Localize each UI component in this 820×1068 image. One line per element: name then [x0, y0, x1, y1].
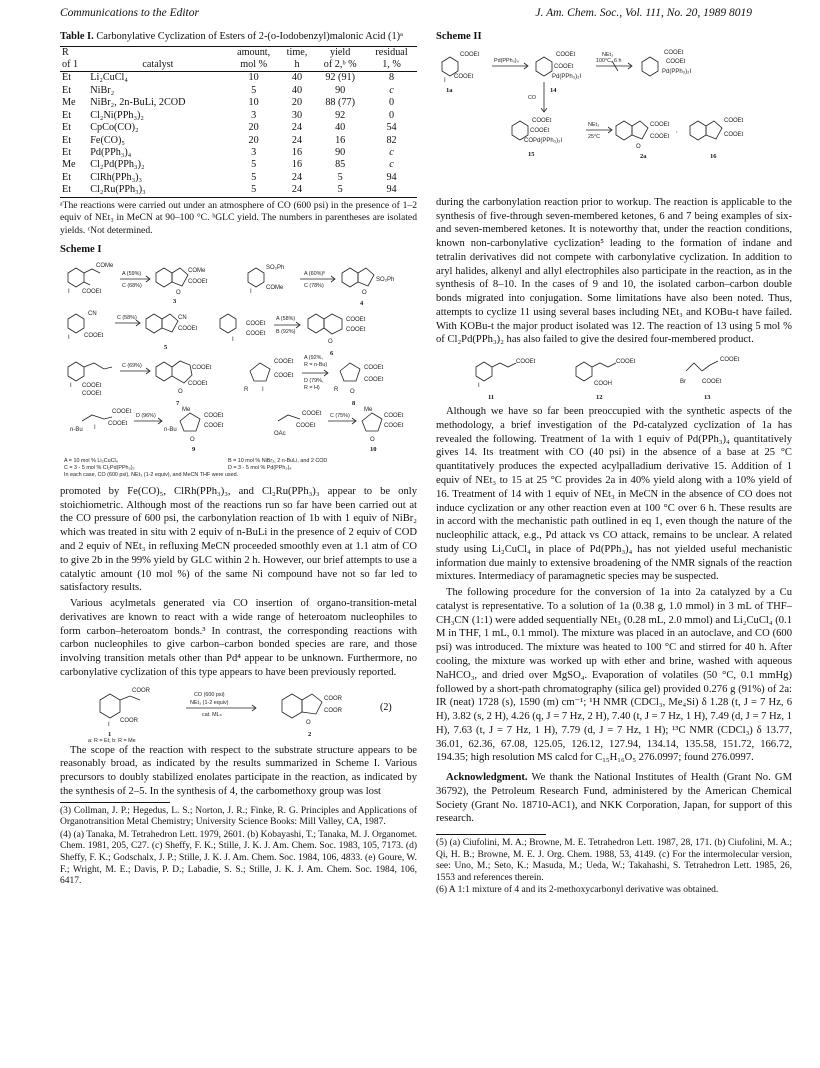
- svg-text:I: I: [232, 336, 234, 343]
- compound-3-label: 3: [173, 297, 177, 305]
- cond-c78: C (78%): [304, 282, 324, 289]
- s2-cooet-12: COOEt: [724, 131, 744, 138]
- svg-text:CN: CN: [88, 310, 97, 317]
- compound-4-label: 4: [360, 299, 364, 307]
- cond-d79: D (79%,: [304, 377, 324, 384]
- svg-text:R: R: [334, 386, 339, 393]
- scheme-2-title: Scheme II: [436, 31, 482, 42]
- structures-11-13-drawing: [436, 349, 792, 405]
- svg-text:COOEt: COOEt: [82, 390, 102, 397]
- cell-amount: 5: [228, 184, 280, 197]
- svg-text:COOEt: COOEt: [188, 380, 208, 387]
- cell-amount: 10: [248, 72, 259, 84]
- cell-amount: 3: [251, 147, 257, 159]
- cell-r: Me: [62, 159, 76, 171]
- svg-text:COOEt: COOEt: [346, 326, 366, 333]
- scheme-1: [60, 259, 417, 481]
- s-12-cooh: COOH: [594, 381, 612, 388]
- equation-2-drawing: [60, 682, 417, 744]
- s2-reagent-100c: 100°C, 6 h: [596, 57, 622, 64]
- structure-row-1: [68, 263, 394, 307]
- svg-text:I: I: [68, 288, 70, 295]
- cell-residual: 94: [366, 184, 417, 197]
- svg-text:COMe: COMe: [266, 284, 284, 291]
- svg-text:OAc: OAc: [274, 430, 286, 437]
- cell-yield: 88 (77): [325, 97, 356, 109]
- s2-label-15: 15: [528, 150, 535, 158]
- cell-catalyst: Fe(CO)₅: [90, 134, 125, 146]
- scheme-2-drawing: [436, 46, 792, 196]
- cell-yield: 5: [337, 171, 343, 183]
- right-paragraph-1: during the carbonylation reaction prior to workup. The reaction is applicable to the synthesis of five-through seven-membered ketones, 6 and 7 being examples of six- and seven-membered ketones. It is noteworthy that, under the reaction conditions, known non-carbonylative cyclization⁵ leading to the formation of indane and tetralin derivatives did not compete with carbonylative cyclization. In addition to aryl halides, alkenyl and allyl electrophiles also participate in the reaction, as in the synthesis of 8–10. In the cases of 9 and 10, the isolated carbon–carbon double bonds migrated into conjugation. Some limitations have also been noted. Thus, attempts to cyclize 11 using several bases including NEt₃ and KOBu-t have failed. With KOBu-t the major product isolated was 12. The reaction of 13 using 5 mol % of Cl₂Pd(PPh₃)₂ has also failed to give the desired four-membered product.: [436, 196, 792, 346]
- svg-text:COOEt: COOEt: [384, 422, 404, 429]
- compound-9-label: 9: [192, 445, 196, 453]
- s-11-cooet: COOEt: [516, 359, 536, 366]
- footnote-5: (5) (a) Ciufolini, M. A.; Browne, M. E. Tetrahedron Lett. 1987, 28, 171. (b) Ciufolini, M. A.; Qi, H. B.; Browne, M. E. J. Org. Chem. 1988, 53, 4149. (c) For the intermolecular version, see: Uno, M.; Seto, K.; Masuda, M.; Ueda, W.; Takahashi, S. Tetrahedron Lett. 1985, 26, 1553 and references therein.: [436, 838, 792, 883]
- cell-yield: 40: [335, 122, 346, 134]
- footnote-6: (6) A 1:1 mixture of 4 and its 2-methoxycarbonyl derivative was obtained.: [436, 885, 719, 896]
- cond-a59: A (59%): [122, 270, 142, 277]
- svg-text:SO₂Ph: SO₂Ph: [266, 264, 285, 271]
- legend-a: A = 10 mol % Li₂CuCl₄: [64, 457, 118, 464]
- s2-cooet-3: COOEt: [556, 51, 576, 58]
- s2-cooet-8: COOEt: [530, 127, 550, 134]
- compound-6-label: 6: [330, 349, 334, 357]
- compound-12-label: 12: [596, 394, 603, 402]
- cell-amount: 10: [248, 97, 259, 109]
- cell-residual: 54: [386, 122, 397, 134]
- th-of1: of 1: [60, 59, 88, 72]
- scheme-1-legend: [64, 458, 327, 478]
- s2-cooet-11: COOEt: [724, 117, 744, 124]
- s-12-cooet: COOEt: [616, 359, 636, 366]
- cell-yield: 92: [335, 109, 346, 121]
- left-paragraph-2: Various acylmetals generated via CO insertion of organo-transition-metal derivatives are known to react with a wide range of heteroatom nucleophiles to form carbon–heteroatom bonds.³ In contrast, the corresponding reactions with carbon nucleophiles to give carbon–carbon bonded species are rare, and those involving transition metals other than Pd⁴ appear to be unknown. Furthermore, no carbonylative cyclization of this type appears to have been previously reported.: [60, 598, 417, 678]
- s-13-cooet: COOEt: [720, 357, 740, 364]
- cond-a58: A (58%): [276, 315, 296, 322]
- cell-r: Et: [62, 171, 72, 183]
- cell-catalyst: Cl₂Ru(PPh₃)₃: [88, 184, 227, 197]
- s-13-br: Br: [680, 379, 686, 386]
- th-pct: 1, %: [366, 59, 417, 72]
- cell-r: Et: [62, 147, 72, 159]
- s2-copd: COPd(PPh₃)₂I: [524, 137, 563, 144]
- cell-residual: c: [389, 84, 394, 96]
- s2-pd-14: Pd(PPh₃)₂I: [552, 73, 582, 80]
- cell-amount: 20: [248, 134, 259, 146]
- svg-text:O: O: [176, 289, 181, 296]
- table-row: [60, 110, 417, 122]
- svg-text:O: O: [328, 338, 333, 345]
- compound-10-label: 10: [370, 445, 377, 453]
- compound-8-label: 8: [352, 399, 356, 407]
- cell-time: 30: [291, 109, 303, 121]
- svg-text:I: I: [94, 424, 96, 431]
- svg-text:COOEt: COOEt: [84, 332, 104, 339]
- th-yield: yield: [314, 46, 366, 59]
- equation-number: (2): [380, 701, 392, 713]
- table-row: [60, 122, 417, 134]
- cell-residual: c: [389, 159, 394, 171]
- svg-text:COOEt: COOEt: [82, 382, 102, 389]
- left-column: [60, 30, 417, 889]
- table-caption: [60, 30, 417, 44]
- th-amount: amount,: [228, 46, 280, 59]
- cell-yield: 90: [335, 84, 346, 96]
- s2-pd-r: Pd(PPh₃)₂I: [662, 68, 692, 75]
- cell-catalyst: CpCo(CO)₂: [90, 122, 139, 134]
- s2-reagent-co: CO: [528, 94, 537, 101]
- cell-catalyst: NiBr₂: [90, 84, 115, 96]
- cell-residual: 0: [388, 97, 395, 109]
- cell-catalyst: Cl₂Pd(PPh₃)₂: [90, 159, 145, 171]
- cell-time: 20: [291, 97, 303, 109]
- s-13-cooet-2: COOEt: [702, 379, 722, 386]
- cell-yield: 90: [335, 147, 346, 159]
- svg-text:COOEt: COOEt: [302, 410, 322, 417]
- table-row: [60, 85, 417, 97]
- s2-reagent-net3: NEt₃: [602, 51, 614, 58]
- svg-text:n-Bu: n-Bu: [164, 426, 177, 433]
- s2-label-1a: 1a: [446, 86, 453, 94]
- s2-label-2a: 2a: [640, 152, 647, 160]
- svg-text:I: I: [444, 77, 446, 84]
- svg-text:Me: Me: [364, 406, 373, 413]
- cond-c58: C (58%): [117, 314, 137, 321]
- svg-text:O: O: [178, 388, 183, 395]
- svg-text:O: O: [306, 719, 311, 726]
- cell-time: 24: [291, 134, 303, 146]
- s2-cooet-4: COOEt: [554, 63, 574, 70]
- svg-text:COOEt: COOEt: [178, 325, 198, 332]
- cell-r: Me: [62, 97, 76, 109]
- cell-catalyst: ClRh(PPh₃)₃: [90, 171, 143, 183]
- table-header-row: [60, 46, 417, 59]
- cell-residual: 0: [388, 109, 395, 121]
- svg-text:CN: CN: [178, 314, 187, 321]
- acknowledgment: [436, 771, 792, 826]
- cell-time: 40: [291, 72, 303, 84]
- cell-time: 24: [291, 122, 303, 134]
- eq-cond-net3: NEt₃ (1-2 equiv): [190, 699, 229, 706]
- svg-text:COMe: COMe: [96, 262, 114, 269]
- right-paragraph-3: The following procedure for the conversion of 1a into 2a catalyzed by a Cu catalyst is representative. To a solution of 1a (0.38 g, 1.0 mmol) in 3 mL of THF–CH₃CN (1:1) were added sequentially NEt₃ (0.28 mL, 2.0 mmol) and Li₂CuCl₄ (0.1 M in THF, 1 mL, 0.1 mmol). The mixture was placed in an autoclave, and CO (600 psi) was introduced. The mixture was heated to 100 °C and stirred for 40 h. After cooling, the mixture was worked up with ether and brine, washed with aqueous NaHCO₃, and dried over MgSO₄. Evaporation of volatiles (50 °C, 0.1 mmHg) followed by a short-path chromatography (silica gel) provided 0.276 g (91%) of 2a: IR (neat) 1728 (s), 1590 (m) cm⁻¹; ¹H NMR (CDCl₃, Me₄Si) δ 1.28 (t, J = 7 Hz, 6 H), 3.82 (s, 2 H), 4.26 (q, J = 7 Hz, 2 H), 7.40 (t, J = 7 Hz, 1 H), 7.49 (d, J = 7 Hz, 1 H), 7.63 (t, J = 7 Hz, 1 H), 7.79 (d, J = 7 Hz, 1 H); ¹³C NMR (CDCl₃) δ 13.77, 36.01, 62.36, 67.08, 125.05, 126.12, 127.94, 134.14, 135.58, 151.72, 166.72, 194.35; high resolution MS calcd for C₁₅H₁₆O₅ 276.0997; found 276.0997.: [436, 587, 792, 764]
- table-row: [60, 172, 417, 184]
- svg-text:I: I: [68, 334, 70, 341]
- eq-coor-1: COOR: [132, 687, 150, 694]
- acknowledgment-text: We thank the National Institutes of Health (Grant No. GM 36792), the Petroleum Research Fund, administered by the American Chemical Society (Grant No. 18710-AC1), and NKK Corporation, Japan, for support of this research.: [436, 772, 792, 825]
- svg-text:COOEt: COOEt: [204, 412, 224, 419]
- table-row: [60, 159, 417, 171]
- s2-cooet-5: COOEt: [664, 49, 684, 56]
- cell-time: 16: [291, 147, 303, 159]
- svg-text:,: ,: [676, 127, 678, 134]
- cell-residual: c: [389, 147, 394, 159]
- svg-text:I: I: [70, 382, 72, 389]
- cond-d96: D (96%): [136, 412, 156, 419]
- eq-cond-co: CO (600 psi): [194, 691, 225, 698]
- th-h: h: [280, 59, 315, 72]
- cell-yield: 85: [335, 159, 346, 171]
- cond-r-h: R = H): [304, 384, 320, 391]
- th-r: R: [60, 46, 88, 59]
- s2-cooet-6: COOEt: [666, 58, 686, 65]
- svg-text:COMe: COMe: [188, 267, 206, 274]
- footnote-4: (4) (a) Tanaka, M. Tetrahedron Lett. 1979, 2601. (b) Kobayashi, T.; Tanaka, M. J. Organomet. Chem. 1981, 205, C27. (c) Sheffy, F. K.; Stille, J. K. J. Am. Chem. Soc. 1983, 105, 7173. (d) Sheffy, F. K.; Godschalx, J. P.; Stille, J. K. J. Am. Chem. Soc. 1984, 106, 4833. (e) Goure, W. F.; Wright, M. E.; Davis, P. D.; Labadie, S. S.; Stille, J. K. J. Am. Chem. Soc. 1984, 106, 6417.: [60, 829, 417, 887]
- svg-text:COOEt: COOEt: [384, 412, 404, 419]
- table-row: [60, 147, 417, 159]
- table-1: [60, 46, 417, 198]
- table-row: [60, 135, 417, 147]
- cell-amount: 5: [251, 84, 257, 96]
- eq-label-2: 2: [308, 730, 312, 738]
- cell-residual: 94: [386, 171, 397, 183]
- s2-cooet-10: COOEt: [650, 133, 670, 140]
- cell-r: Et: [62, 84, 72, 96]
- svg-text:O: O: [350, 388, 355, 395]
- th-time: time,: [280, 46, 315, 59]
- svg-text:O: O: [190, 436, 195, 443]
- svg-text:COOEt: COOEt: [246, 320, 266, 327]
- cell-amount: 20: [248, 122, 259, 134]
- svg-text:I: I: [478, 383, 480, 390]
- acknowledgment-label: Acknowledgment.: [446, 772, 528, 784]
- structure-row-4: [70, 407, 404, 453]
- th-mol: mol %: [228, 59, 280, 72]
- eq-label-1-sub: a: R = Et; b: R = Me: [88, 737, 136, 744]
- svg-text:n-Bu: n-Bu: [70, 426, 83, 433]
- cell-r: Et: [60, 184, 88, 197]
- svg-text:COOEt: COOEt: [188, 278, 208, 285]
- scheme-2: [436, 46, 792, 196]
- legend-b: B = 10 mol % NiBr₂, 2 n-BuLi, and 2 COD: [228, 457, 328, 464]
- legend-c: C = 3 - 5 mol % Cl₂Pd(PPh₃)₂: [64, 464, 135, 471]
- structures-11-13: [436, 349, 792, 405]
- svg-text:COOEt: COOEt: [112, 408, 132, 415]
- cell-residual: 8: [388, 72, 395, 84]
- svg-text:O: O: [370, 436, 375, 443]
- right-paragraph-2: Although we have so far been preoccupied with the synthetic aspects of the methodology, a brief investigation of the Pd-catalyzed cyclization of 1a has revealed the following. Treatment of 1a with 1 equiv of Pd(PPh₃)₄ quantitatively gives 14. Its treatment with CO (40 psi) in the absence of a base at 25 °C quantitatively produces the expected acylpalladium derivative 15. Addition of 1 equiv of NEt₃ to 15 at 25 °C provides 2a in 40% yield along with a 10% yield of 16. Treatment of 14 with 1 equiv of NEt₃ in MeCN in the absence of CO does not induce cyclization or any other reaction even at 100 °C over 6 h. These results are in accord with the mechanistic path outlined in eq 1, even though the nature of the nucleophilic attack, e.g., Pd attack vs CO attack, remains to be unclear. A related study using Li₂CuCl₄ in place of Pd(PPh₃)₄ has not yielded useful mechanistic information due mainly to extensive broadening of the NMR signals of the reaction mixtures. Intermediacy of paramagnetic species may be suspected.: [436, 406, 792, 583]
- cell-yield: 16: [335, 134, 346, 146]
- legend-d: D = 3 - 5 mol % Pd(PPh₃)₄: [228, 464, 292, 471]
- running-header-left: Communications to the Editor: [60, 7, 199, 19]
- svg-text:COOEt: COOEt: [82, 288, 102, 295]
- footnote-rule-left: [60, 802, 170, 803]
- compound-13-label: 13: [704, 394, 711, 402]
- left-paragraph-3: The scope of the reaction with respect to the substrate structure appears to be reasonably broad, as indicated by the results summarized in Scheme I. Various precursors to doubly stabilized enolates participate in the reaction, as indicated by the synthesis of 2–5. In the synthesis of 4, the carbomethoxy group was lost: [60, 744, 417, 797]
- svg-text:O: O: [636, 143, 641, 150]
- cond-r-nbu: R = n-Bu): [304, 361, 328, 368]
- scheme-1-title: Scheme I: [60, 244, 102, 256]
- svg-text:SO₂Ph: SO₂Ph: [376, 276, 395, 283]
- left-paragraph-1: promoted by Fe(CO)₅, ClRh(PPh₃)₃, and Cl₂Ru(PPh₃)₃ appear to be only stoichiometric. Although most of the reactions run so far have been carried out at the CO pressure of 600 psi, the carbonylation reaction of 1b with 1 equiv of NiBr₂ which was treated in situ with 2 equiv of n-BuLi in the presence of 2 equiv of COD and 2 equiv of NEt₃ in refluxing MeCN proceeded smoothly even at 1.1 atm of CO to give 2b in the 99% yield by GLC within 2 h. However, our brief attempts to use a catalytic amount (10 mol %) of the same Ni compound have not so far led to satisfactory results.: [60, 485, 417, 594]
- table-row: [60, 72, 417, 85]
- svg-text:Me: Me: [182, 406, 191, 413]
- footnote-3: (3) Collman, J. P.; Hegedus, L. S.; Norton, J. R.; Finke, R. G. Principles and Applications of Organotransition Metal Chemistry; University Science Books: Mill Valley, CA, 1987.: [60, 805, 417, 828]
- cell-yield: 5: [314, 184, 366, 197]
- svg-text:O: O: [362, 289, 367, 296]
- cell-r: Et: [62, 72, 72, 84]
- th-of2: of 2,ᵇ %: [314, 59, 366, 72]
- svg-text:COOEt: COOEt: [364, 364, 384, 371]
- svg-text:COOEt: COOEt: [346, 316, 366, 323]
- cell-catalyst: Pd(PPh₃)₄: [90, 147, 132, 159]
- s2-cooet-9: COOEt: [650, 121, 670, 128]
- svg-text:I: I: [250, 288, 252, 295]
- svg-text:R: R: [244, 386, 249, 393]
- table-row: [60, 184, 417, 197]
- svg-text:I: I: [262, 386, 264, 393]
- eq-coor-4: COOR: [324, 707, 342, 714]
- svg-text:COOEt: COOEt: [364, 376, 384, 383]
- table-header-row-2: [60, 59, 417, 72]
- cell-amount: 5: [251, 159, 257, 171]
- cell-catalyst: Li₂CuCl₄: [90, 72, 128, 84]
- s2-reagent-25c: 25°C: [588, 133, 601, 140]
- cell-time: 24: [280, 184, 315, 197]
- cell-time: 24: [291, 171, 303, 183]
- svg-text:COOEt: COOEt: [274, 358, 294, 365]
- cell-time: 40: [291, 84, 303, 96]
- s2-label-16: 16: [710, 152, 717, 160]
- right-column: [436, 30, 792, 898]
- compound-5-label: 5: [164, 343, 168, 351]
- eq-coor-2: COOR: [120, 717, 138, 724]
- structure-row-3: [68, 355, 384, 407]
- table-footnotes: ᵃThe reactions were carried out under an atmosphere of CO (600 psi) in the presence of 1–2 equiv of NEt₃ in MeCN at 90–100 °C. ᵇGLC yield. The numbers in parentheses are isolated yields. ᶜNot determined.: [60, 199, 417, 236]
- s2-cooet-7: COOEt: [532, 117, 552, 124]
- svg-text:COOEt: COOEt: [246, 330, 266, 337]
- cell-time: 16: [291, 159, 303, 171]
- cell-r: Et: [62, 134, 72, 146]
- cond-c69: C (69%): [122, 362, 142, 369]
- footnote-rule-right: [436, 834, 546, 835]
- scheme-1-drawing: [60, 259, 417, 481]
- cell-residual: 82: [386, 134, 397, 146]
- cell-yield: 92 (91): [325, 72, 356, 84]
- structure-row-2: [68, 311, 366, 357]
- svg-text:COOEt: COOEt: [204, 422, 224, 429]
- cond-c75: C (75%): [330, 412, 350, 419]
- table-title: Carbonylative Cyclization of Esters of 2-(o-Iodobenzyl)malonic Acid (1)ᵃ: [96, 31, 403, 42]
- svg-text:COOEt: COOEt: [108, 420, 128, 427]
- s2-reagent-pd: Pd(PPh₃)₄: [494, 57, 519, 64]
- svg-text:COOEt: COOEt: [192, 364, 212, 371]
- cell-amount: 3: [251, 109, 257, 121]
- s2-reagent-net3-b: NEt₃: [588, 121, 600, 128]
- s2-cooet-1: COOEt: [460, 51, 480, 58]
- cond-a92: A (92%,: [304, 354, 323, 361]
- cell-r: Et: [62, 122, 72, 134]
- eq-coor-3: COOR: [324, 695, 342, 702]
- table-label: Table I.: [60, 31, 94, 42]
- cell-amount: 5: [251, 171, 257, 183]
- cell-r: Et: [62, 109, 72, 121]
- s2-cooet-2: COOEt: [454, 73, 474, 80]
- cell-catalyst: NiBr₂, 2n-BuLi, 2COD: [90, 97, 186, 109]
- equation-2: [60, 682, 417, 744]
- svg-text:I: I: [108, 721, 110, 728]
- cond-b92: B (92%): [276, 328, 296, 335]
- cell-catalyst: Cl₂Ni(PPh₃)₂: [90, 109, 144, 121]
- cond-a60: A (60%)ᵇ: [304, 270, 326, 277]
- eq-cond-cat: cat. MLₙ: [202, 711, 222, 718]
- running-header-right: J. Am. Chem. Soc., Vol. 111, No. 20, 1989 8019: [535, 7, 752, 19]
- compound-7-label: 7: [176, 399, 180, 407]
- th-blank: [88, 46, 227, 59]
- compound-11-label: 11: [488, 394, 495, 402]
- cond-c68: C (68%): [122, 282, 142, 289]
- svg-text:COOEt: COOEt: [274, 372, 294, 379]
- svg-text:COOEt: COOEt: [296, 422, 316, 429]
- legend-conditions: In each case, CO (600 psi), NEt₃ (1-2 equiv), and MeCN THF were used.: [64, 471, 239, 478]
- th-residual: residual: [366, 46, 417, 59]
- table-row: [60, 97, 417, 109]
- th-catalyst: catalyst: [88, 59, 227, 72]
- eq-label-1: 1: [108, 730, 112, 738]
- s2-label-14: 14: [550, 86, 557, 94]
